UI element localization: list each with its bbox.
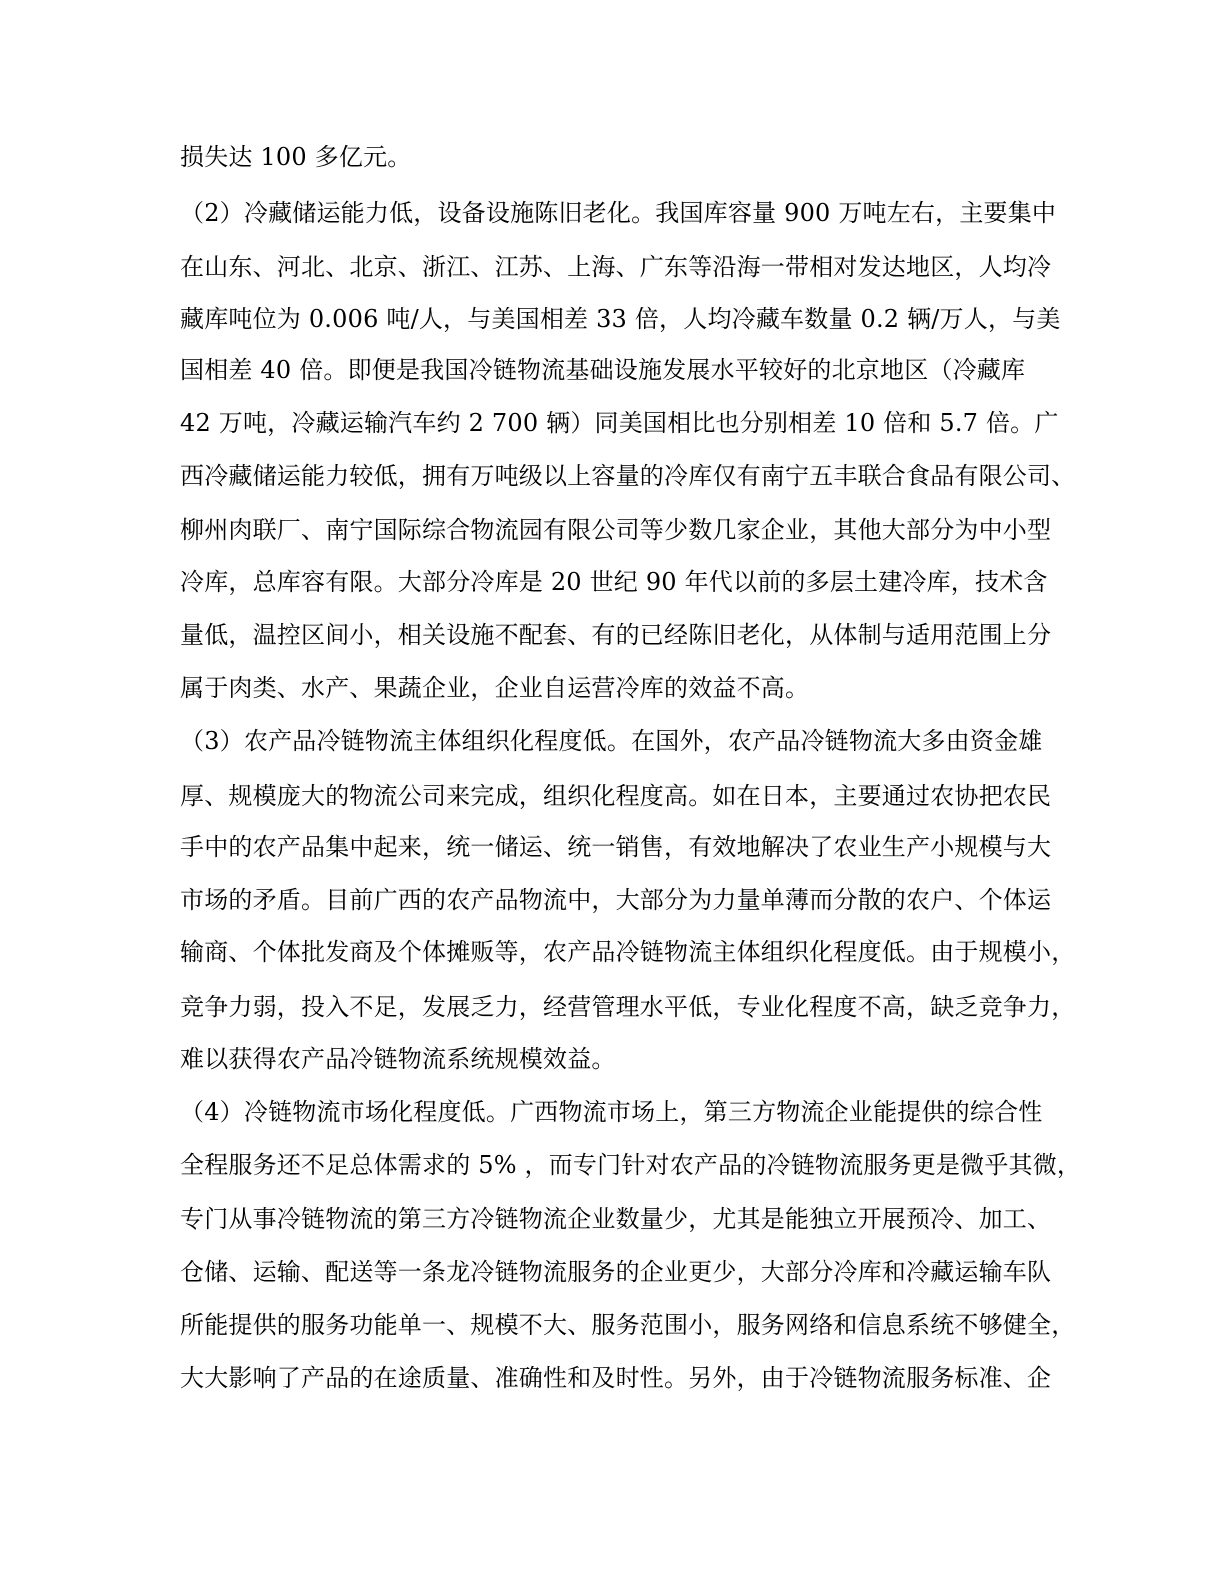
text-line: 手中的农产品集中起来，统一储运、统一销售，有效地解决了农业生产小规模与大 (180, 833, 1052, 861)
text-line: 全程服务还不足总体需求的 5% ，而专门针对农产品的冷链物流服务更是微乎其微， (180, 1151, 1082, 1179)
text-line: 所能提供的服务功能单一、规模不大、服务范围小，服务网络和信息系统不够健全， (180, 1311, 1076, 1339)
text-line: 大大影响了产品的在途质量、准确性和及时性。另外，由于冷链物流服务标准、企 (180, 1364, 1052, 1392)
text-line: （3）农产品冷链物流主体组织化程度低。在国外，农产品冷链物流大多由资金雄 (180, 727, 1043, 755)
text-line: 42 万吨，冷藏运输汽车约 2 700 辆）同美国相比也分别相差 10 倍和 5.7 倍。广 (180, 409, 1059, 437)
text-line: 国相差 40 倍。即便是我国冷链物流基础设施发展水平较好的北京地区（冷藏库 (180, 356, 1026, 384)
text-line: （4）冷链物流市场化程度低。广西物流市场上，第三方物流企业能提供的综合性 (180, 1098, 1043, 1126)
text-line: 厚、规模庞大的物流公司来完成，组织化程度高。如在日本，主要通过农协把农民 (180, 782, 1052, 810)
text-line: 输商、个体批发商及个体摊贩等，农产品冷链物流主体组织化程度低。由于规模小， (180, 938, 1076, 966)
text-line: 在山东、河北、北京、浙江、江苏、上海、广东等沿海一带相对发达地区，人均冷 (180, 253, 1052, 281)
text-line: 难以获得农产品冷链物流系统规模效益。 (180, 1045, 616, 1073)
text-line: （2）冷藏储运能力低，设备设施陈旧老化。我国库容量 900 万吨左右，主要集中 (180, 199, 1057, 227)
text-line: 损失达 100 多亿元。 (180, 143, 412, 171)
text-line: 柳州肉联厂、南宁国际综合物流园有限公司等少数几家企业，其他大部分为中小型 (180, 516, 1052, 544)
text-line: 仓储、运输、配送等一条龙冷链物流服务的企业更少，大部分冷库和冷藏运输车队 (180, 1258, 1052, 1286)
text-line: 藏库吨位为 0.006 吨/人，与美国相差 33 倍，人均冷藏车数量 0.2 辆/万人，与美 (180, 305, 1061, 333)
text-line: 市场的矛盾。目前广西的农产品物流中，大部分为力量单薄而分散的农户、个体运 (180, 886, 1052, 914)
text-line: 西冷藏储运能力较低，拥有万吨级以上容量的冷库仅有南宁五丰联合食品有限公司、 (180, 462, 1076, 490)
text-line: 冷库，总库容有限。大部分冷库是 20 世纪 90 年代以前的多层土建冷库，技术含 (180, 568, 1048, 596)
text-line: 竞争力弱，投入不足，发展乏力，经营管理水平低，专业化程度不高，缺乏竞争力， (180, 993, 1076, 1021)
text-line: 量低，温控区间小，相关设施不配套、有的已经陈旧老化，从体制与适用范围上分 (180, 621, 1052, 649)
text-line: 专门从事冷链物流的第三方冷链物流企业数量少，尤其是能独立开展预冷、加工、 (180, 1205, 1052, 1233)
text-line: 属于肉类、水产、果蔬企业，企业自运营冷库的效益不高。 (180, 674, 810, 702)
